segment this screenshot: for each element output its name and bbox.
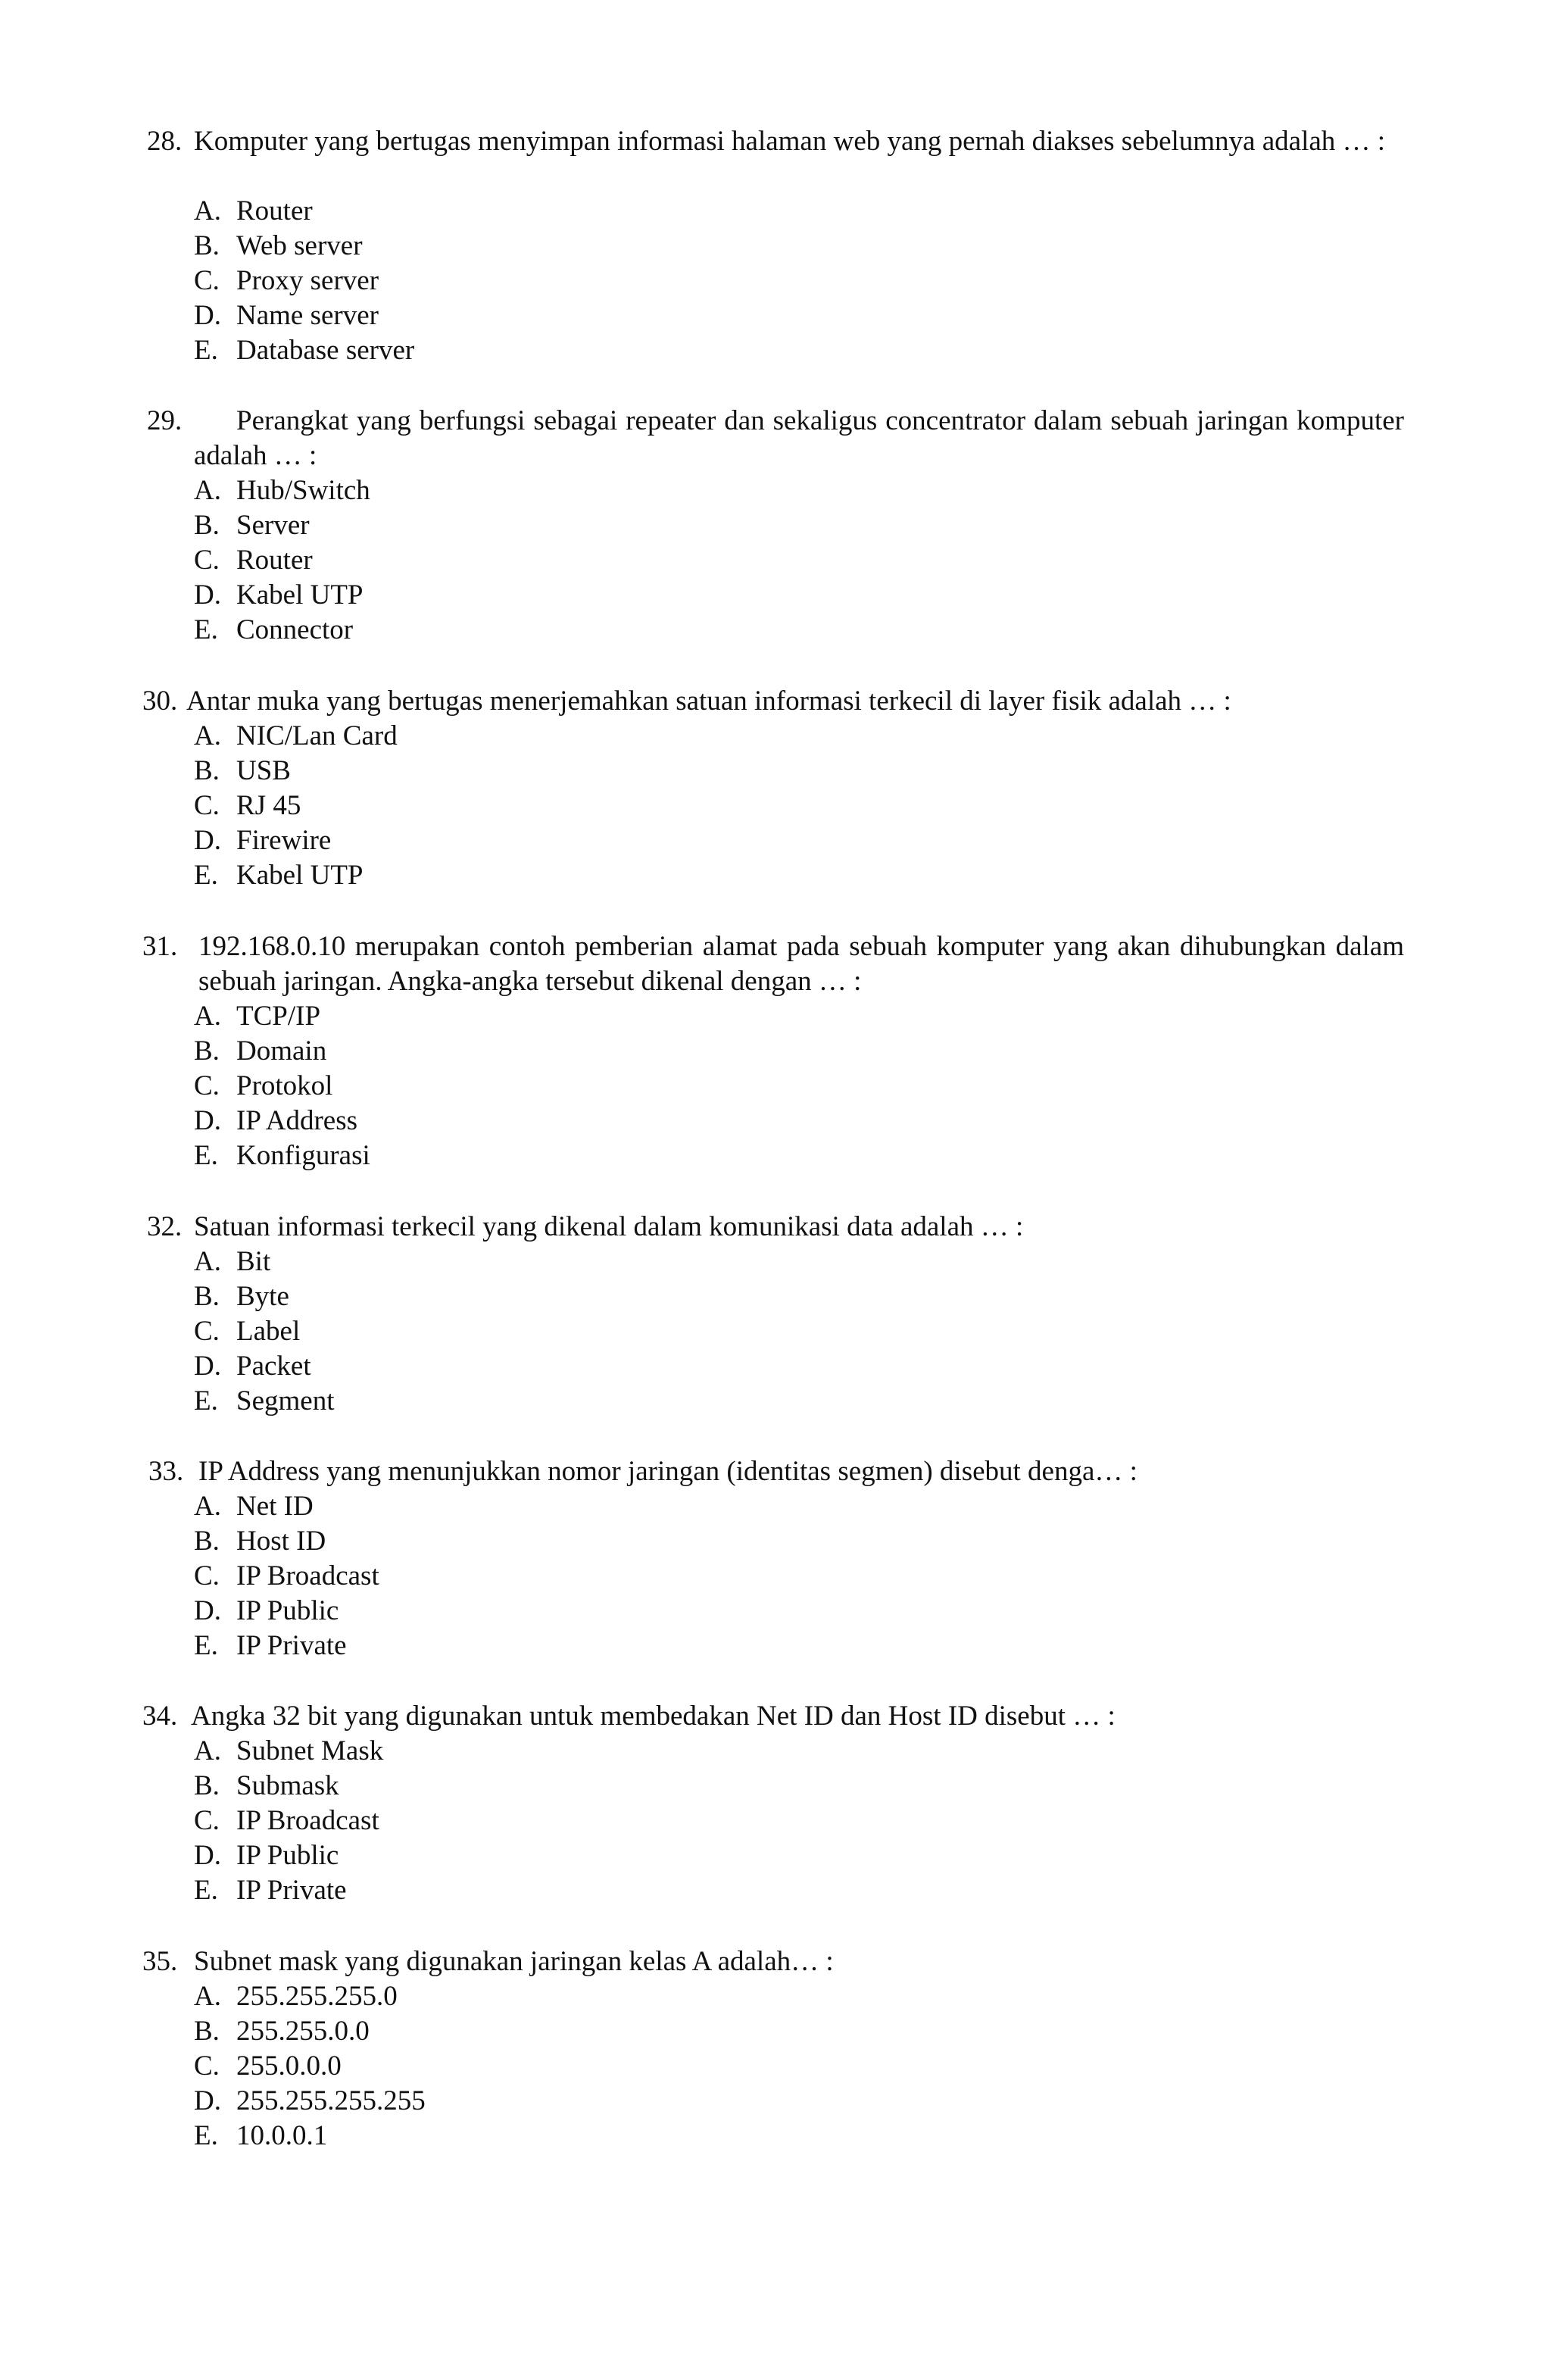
option-e[interactable]: [194, 1138, 370, 1173]
option-letter: B.: [194, 230, 220, 261]
option-e[interactable]: [194, 333, 414, 368]
option-c[interactable]: [194, 264, 414, 298]
option-c[interactable]: [194, 2049, 426, 2084]
option-text: Label: [236, 1316, 301, 1347]
question-number: 35.: [142, 1946, 178, 1977]
option-list: [194, 473, 370, 648]
option-text: 255.255.0.0: [236, 2016, 370, 2047]
option-text: IP Private: [236, 1630, 347, 1661]
option-letter: A.: [194, 1491, 221, 1522]
option-letter: D.: [194, 300, 221, 331]
option-text: IP Public: [236, 1595, 339, 1626]
option-c[interactable]: [194, 789, 398, 823]
option-e[interactable]: [194, 2119, 426, 2154]
option-text: IP Broadcast: [236, 1560, 379, 1591]
option-a[interactable]: [194, 999, 370, 1034]
option-text: Net ID: [236, 1491, 314, 1522]
option-letter: A.: [194, 1735, 221, 1766]
option-text: Connector: [236, 614, 354, 645]
option-d[interactable]: [194, 578, 370, 613]
option-a[interactable]: [194, 1734, 383, 1769]
option-a[interactable]: [194, 1979, 426, 2014]
option-letter: C.: [194, 790, 220, 821]
option-letter: D.: [194, 1840, 221, 1871]
option-b[interactable]: [194, 754, 398, 789]
option-e[interactable]: [194, 1629, 379, 1663]
option-letter: E.: [194, 614, 218, 645]
option-letter: E.: [194, 1630, 218, 1661]
question-text: Subnet mask yang digunakan jaringan kelas A adalah… :: [194, 1946, 834, 1977]
question-text: Angka 32 bit yang digunakan untuk membedakan Net ID dan Host ID disebut … :: [191, 1701, 1116, 1732]
option-text: TCP/IP: [236, 1001, 321, 1032]
option-list: [194, 999, 370, 1173]
option-text: 255.255.255.0: [236, 1981, 398, 2012]
option-text: 255.255.255.255: [236, 2085, 426, 2116]
option-text: IP Broadcast: [236, 1805, 379, 1836]
option-letter: D.: [194, 1351, 221, 1382]
option-text: RJ 45: [236, 790, 301, 821]
option-text: Protokol: [236, 1070, 333, 1101]
option-list: [194, 194, 414, 368]
option-text: Submask: [236, 1770, 339, 1801]
option-letter: A.: [194, 195, 221, 226]
option-text: IP Private: [236, 1875, 347, 1906]
option-text: Kabel UTP: [236, 860, 364, 891]
option-letter: A.: [194, 1001, 221, 1032]
question-text: 192.168.0.10 merupakan contoh pemberian alamat pada sebuah komputer yang akan dihubungkan dalam sebuah jaringan. Angka-angka tersebut dikenal dengan … :: [198, 931, 1404, 997]
option-text: Subnet Mask: [236, 1735, 384, 1766]
option-letter: E.: [194, 1875, 218, 1906]
option-a[interactable]: [194, 194, 414, 229]
option-letter: B.: [194, 1035, 220, 1067]
option-text: Server: [236, 510, 310, 541]
option-text: Konfigurasi: [236, 1140, 370, 1171]
option-text: NIC/Lan Card: [236, 720, 398, 751]
option-b[interactable]: [194, 1034, 370, 1069]
question-text: Komputer yang bertugas menyimpan informasi halaman web yang pernah diakses sebelumnya adalah … :: [194, 126, 1386, 157]
option-letter: E.: [194, 335, 218, 366]
option-text: Web server: [236, 230, 363, 261]
option-letter: C.: [194, 265, 220, 296]
option-text: Host ID: [236, 1526, 326, 1557]
option-letter: D.: [194, 579, 221, 611]
question-text: Perangkat yang berfungsi sebagai repeater dan sekaligus concentrator dalam sebuah jaringan komputer adalah … :: [194, 405, 1404, 471]
option-text: 255.0.0.0: [236, 2050, 342, 2082]
option-letter: D.: [194, 1595, 221, 1626]
option-d[interactable]: [194, 2084, 426, 2119]
option-letter: E.: [194, 860, 218, 891]
option-c[interactable]: [194, 1314, 334, 1349]
option-letter: C.: [194, 2050, 220, 2082]
option-letter: D.: [194, 1105, 221, 1136]
option-letter: D.: [194, 825, 221, 856]
option-letter: C.: [194, 1805, 220, 1836]
option-text: Packet: [236, 1351, 311, 1382]
option-text: Firewire: [236, 825, 332, 856]
option-list: [194, 1489, 379, 1663]
option-text: Proxy server: [236, 265, 379, 296]
option-letter: B.: [194, 755, 220, 786]
option-d[interactable]: [194, 298, 414, 333]
option-list: [194, 1245, 334, 1419]
option-b[interactable]: [194, 1769, 383, 1804]
option-b[interactable]: [194, 229, 414, 264]
option-text: 10.0.0.1: [236, 2120, 328, 2151]
option-letter: E.: [194, 2120, 218, 2151]
option-b[interactable]: [194, 508, 370, 543]
option-list: [194, 719, 398, 893]
option-letter: B.: [194, 1770, 220, 1801]
option-letter: A.: [194, 1246, 221, 1277]
question-number: 28.: [147, 126, 183, 157]
option-a[interactable]: [194, 473, 370, 508]
option-text: IP Public: [236, 1840, 339, 1871]
option-a[interactable]: [194, 1245, 334, 1279]
question-number: 30.: [142, 686, 178, 717]
question-text: Antar muka yang bertugas menerjemahkan satuan informasi terkecil di layer fisik adalah … :: [186, 686, 1231, 717]
option-letter: B.: [194, 1281, 220, 1312]
question-number: 29.: [147, 405, 183, 436]
option-list: [194, 1734, 383, 1908]
question-text: IP Address yang menunjukkan nomor jaringan (identitas segmen) disebut denga… :: [198, 1456, 1138, 1487]
option-e[interactable]: [194, 1384, 334, 1419]
option-letter: E.: [194, 1140, 218, 1171]
option-text: Segment: [236, 1385, 335, 1416]
option-c[interactable]: [194, 1559, 379, 1594]
question-number: 32.: [147, 1211, 183, 1242]
option-letter: A.: [194, 1981, 221, 2012]
question-number: 33.: [148, 1456, 184, 1487]
option-b[interactable]: [194, 1279, 334, 1314]
option-letter: C.: [194, 1560, 220, 1591]
option-e[interactable]: [194, 858, 398, 893]
option-text: Bit: [236, 1246, 271, 1277]
option-a[interactable]: [194, 1489, 379, 1524]
option-text: Hub/Switch: [236, 475, 370, 506]
option-d[interactable]: [194, 823, 398, 858]
option-text: Database server: [236, 335, 415, 366]
option-letter: D.: [194, 2085, 221, 2116]
option-letter: E.: [194, 1385, 218, 1416]
option-text: Router: [236, 545, 313, 576]
option-text: USB: [236, 755, 291, 786]
option-e[interactable]: [194, 1873, 383, 1908]
question-number: 34.: [142, 1701, 178, 1732]
option-d[interactable]: [194, 1594, 379, 1629]
option-text: Kabel UTP: [236, 579, 364, 611]
option-b[interactable]: [194, 1524, 379, 1559]
option-d[interactable]: [194, 1838, 383, 1873]
option-c[interactable]: [194, 543, 370, 578]
option-letter: B.: [194, 2016, 220, 2047]
option-letter: C.: [194, 545, 220, 576]
option-list: [194, 1979, 426, 2154]
option-b[interactable]: [194, 2014, 426, 2049]
option-letter: B.: [194, 510, 220, 541]
option-text: Domain: [236, 1035, 327, 1067]
option-e[interactable]: [194, 613, 370, 648]
option-letter: C.: [194, 1070, 220, 1101]
question-number: 31.: [142, 931, 178, 962]
option-c[interactable]: [194, 1804, 383, 1838]
option-d[interactable]: [194, 1349, 334, 1384]
question-text: Satuan informasi terkecil yang dikenal dalam komunikasi data adalah … :: [194, 1211, 1024, 1242]
option-text: Byte: [236, 1281, 289, 1312]
option-letter: C.: [194, 1316, 220, 1347]
option-letter: B.: [194, 1526, 220, 1557]
option-d[interactable]: [194, 1104, 370, 1138]
option-c[interactable]: [194, 1069, 370, 1104]
option-letter: A.: [194, 475, 221, 506]
option-letter: A.: [194, 720, 221, 751]
option-text: IP Address: [236, 1105, 357, 1136]
option-text: Name server: [236, 300, 379, 331]
option-text: Router: [236, 195, 313, 226]
option-a[interactable]: [194, 719, 398, 754]
